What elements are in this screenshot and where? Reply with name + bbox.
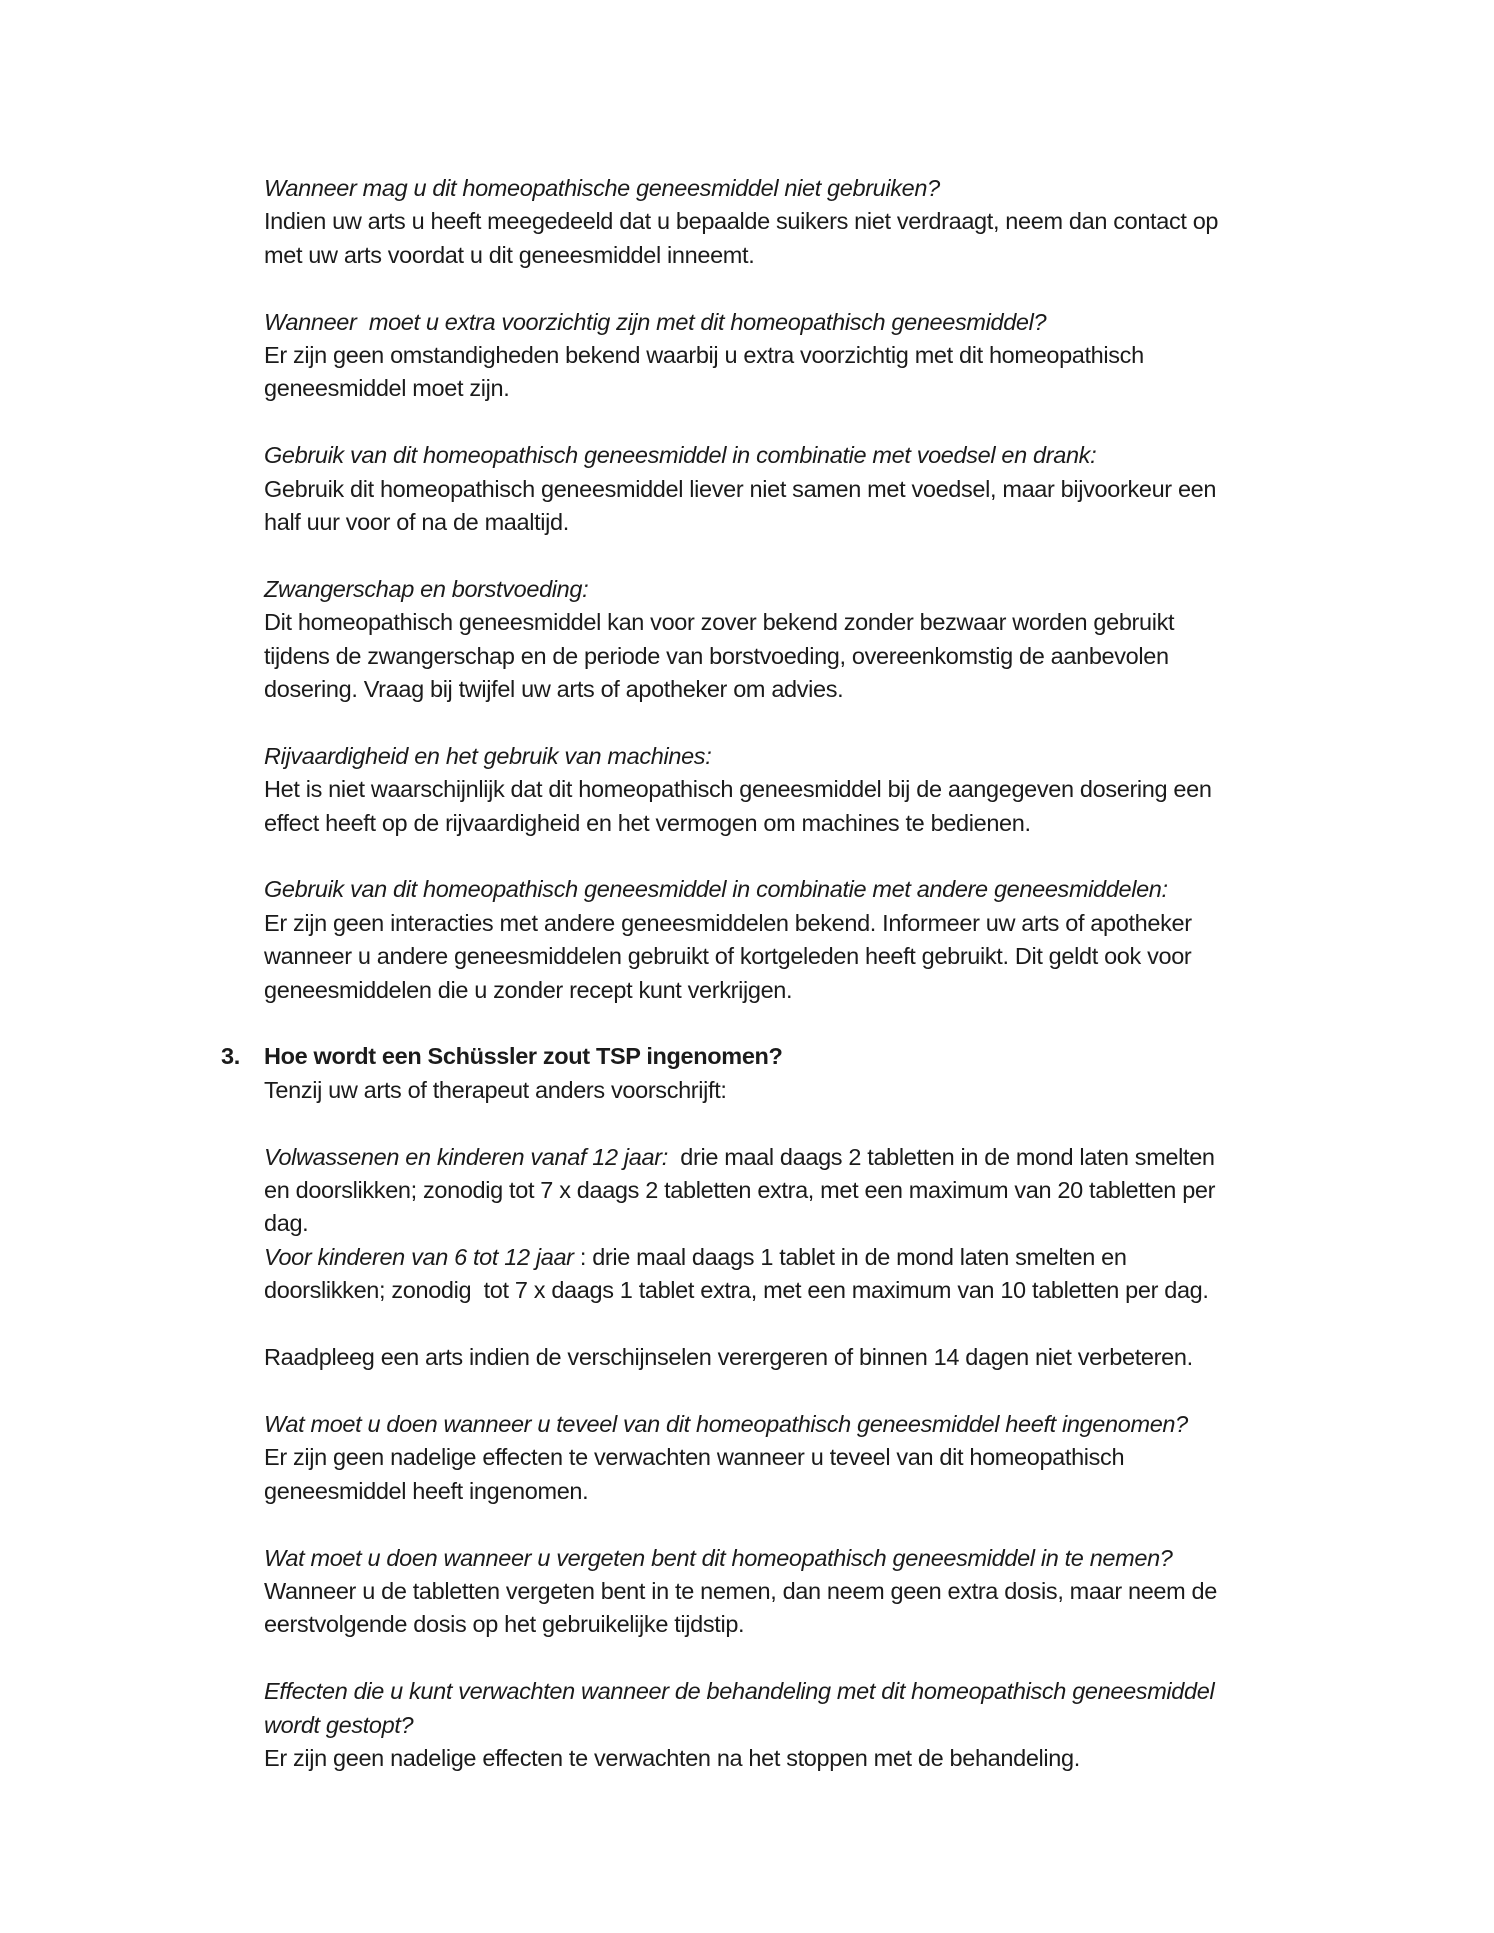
text-segment-normal: Er zijn geen nadelige effecten te verwachten wanneer u teveel van dit homeopathisch <box>264 1444 1125 1471</box>
text-line <box>264 1074 1218 1107</box>
text-line <box>264 1141 1218 1174</box>
text-line <box>264 1241 1218 1274</box>
text-line <box>264 640 1218 673</box>
section-when-not-to-use <box>264 172 1218 272</box>
text-line <box>264 1207 1218 1240</box>
text-segment-italic: Gebruik van dit homeopathisch geneesmiddel in combinatie met voedsel en drank: <box>264 442 1097 469</box>
text-segment-normal: Het is niet waarschijnlijk dat dit homeopathisch geneesmiddel bij de aangegeven dosering een <box>264 776 1212 803</box>
text-segment-normal: tijdens de zwangerschap en de periode van borstvoeding, overeenkomstig de aanbevolen <box>264 642 1169 669</box>
text-line <box>264 1675 1218 1708</box>
text-line <box>264 372 1218 405</box>
text-line <box>264 907 1218 940</box>
text-segment-normal: Indien uw arts u heeft meegedeeld dat u bepaalde suikers niet verdraagt, neem dan contact op <box>264 208 1219 235</box>
text-line <box>264 172 1218 205</box>
text-line <box>264 1575 1218 1608</box>
section-3-how-to-take <box>221 1040 1218 1107</box>
text-segment-bold: Hoe wordt een Schüssler zout TSP ingenomen? <box>264 1043 783 1070</box>
text-segment-normal: Tenzij uw arts of therapeut anders voorschrijft: <box>264 1076 727 1103</box>
section-dosage <box>264 1141 1218 1308</box>
text-line <box>264 1174 1218 1207</box>
text-segment-italic: Wanneer moet u extra voorzichtig zijn met dit homeopathisch geneesmiddel? <box>264 308 1047 335</box>
text-line <box>264 339 1218 372</box>
text-segment-normal: eerstvolgende dosis op het gebruikelijke tijdstip. <box>264 1611 745 1638</box>
text-segment-normal: en doorslikken; zonodig tot 7 x daags 2 tabletten extra, met een maximum van 20 tabletten per <box>264 1177 1216 1204</box>
text-line <box>264 439 1218 472</box>
section-stopping-treatment <box>264 1675 1218 1775</box>
text-line <box>264 1408 1218 1441</box>
text-line <box>264 606 1218 639</box>
text-segment-normal: half uur voor of na de maaltijd. <box>264 509 569 536</box>
section-food-drink <box>264 439 1218 539</box>
text-segment-normal: dag. <box>264 1210 309 1237</box>
text-segment-italic: Rijvaardigheid en het gebruik van machines: <box>264 742 712 769</box>
text-segment-normal: drie maal daags 2 tabletten in de mond laten smelten <box>667 1143 1215 1170</box>
text-line <box>221 1040 1218 1073</box>
text-segment-normal: geneesmiddel moet zijn. <box>264 375 510 402</box>
text-line <box>264 773 1218 806</box>
text-line <box>264 1742 1218 1775</box>
text-segment-normal: dosering. Vraag bij twijfel uw arts of apotheker om advies. <box>264 676 844 703</box>
text-line <box>264 807 1218 840</box>
section-extra-caution <box>264 306 1218 406</box>
text-segment-normal: Er zijn geen interacties met andere geneesmiddelen bekend. Informeer uw arts of apotheker <box>264 909 1192 936</box>
section-other-medicines <box>264 873 1218 1007</box>
list-number: 3. <box>221 1043 240 1070</box>
text-line <box>264 506 1218 539</box>
text-line <box>264 1274 1218 1307</box>
text-line <box>264 1441 1218 1474</box>
text-segment-italic: wordt gestopt? <box>264 1711 414 1738</box>
section-consult-doctor <box>264 1341 1218 1374</box>
text-line <box>264 1475 1218 1508</box>
text-segment-normal: Dit homeopathisch geneesmiddel kan voor zover bekend zonder bezwaar worden gebruikt <box>264 609 1175 636</box>
text-line <box>264 873 1218 906</box>
text-segment-italic: Wat moet u doen wanneer u teveel van dit homeopathisch geneesmiddel heeft ingenomen? <box>264 1410 1188 1437</box>
text-segment-normal: Raadpleeg een arts indien de verschijnselen verergeren of binnen 14 dagen niet verbeteren. <box>264 1344 1193 1371</box>
text-segment-italic: Wanneer mag u dit homeopathische geneesmiddel niet gebruiken? <box>264 175 940 201</box>
text-segment-italic: Zwangerschap en borstvoeding: <box>264 575 589 602</box>
text-segment-normal: wanneer u andere geneesmiddelen gebruikt of kortgeleden heeft gebruikt. Dit geldt ook voor <box>264 943 1192 970</box>
text-segment-normal: met uw arts voordat u dit geneesmiddel inneemt. <box>264 241 755 268</box>
section-overdose <box>264 1408 1218 1508</box>
text-segment-normal: effect heeft op de rijvaardigheid en het vermogen om machines te bedienen. <box>264 809 1031 836</box>
section-pregnancy-breastfeeding <box>264 573 1218 707</box>
document-content <box>221 172 1219 1809</box>
text-segment-normal: geneesmiddel heeft ingenomen. <box>264 1477 589 1504</box>
text-segment-italic: Wat moet u doen wanneer u vergeten bent dit homeopathisch geneesmiddel in te nemen? <box>264 1544 1173 1571</box>
text-segment-italic: Volwassenen en kinderen vanaf 12 jaar: <box>264 1143 668 1170</box>
text-segment-normal: Er zijn geen omstandigheden bekend waarbij u extra voorzichtig met dit homeopathisch <box>264 342 1144 369</box>
text-line <box>264 306 1218 339</box>
text-line <box>264 974 1218 1007</box>
text-line <box>264 740 1218 773</box>
text-line <box>264 1542 1218 1575</box>
text-line <box>264 239 1218 272</box>
text-line <box>264 573 1218 606</box>
text-segment-italic: Effecten die u kunt verwachten wanneer de behandeling met dit homeopathisch geneesmiddel <box>264 1678 1215 1705</box>
text-segment-italic: Gebruik van dit homeopathisch geneesmiddel in combinatie met andere geneesmiddelen: <box>264 876 1168 903</box>
text-line <box>264 940 1218 973</box>
text-line <box>264 1341 1218 1374</box>
text-segment-normal: doorslikken; zonodig tot 7 x daags 1 tablet extra, met een maximum van 10 tabletten per dag. <box>264 1277 1209 1304</box>
text-segment-normal: geneesmiddelen die u zonder recept kunt verkrijgen. <box>264 976 793 1003</box>
text-segment-normal: Gebruik dit homeopathisch geneesmiddel liever niet samen met voedsel, maar bijvoorkeur een <box>264 475 1217 502</box>
section-missed-dose <box>264 1542 1218 1642</box>
text-line <box>264 1709 1218 1742</box>
text-segment-italic: Voor kinderen van 6 tot 12 jaar <box>264 1243 574 1270</box>
text-segment-normal: Wanneer u de tabletten vergeten bent in te nemen, dan neem geen extra dosis, maar neem de <box>264 1577 1217 1604</box>
text-line <box>264 473 1218 506</box>
text-line <box>264 673 1218 706</box>
text-line <box>264 1608 1218 1641</box>
section-driving-machines <box>264 740 1218 840</box>
text-segment-normal: Er zijn geen nadelige effecten te verwachten na het stoppen met de behandeling. <box>264 1744 1080 1771</box>
text-segment-normal: : drie maal daags 1 tablet in de mond laten smelten en <box>573 1243 1127 1270</box>
text-line <box>264 205 1218 238</box>
